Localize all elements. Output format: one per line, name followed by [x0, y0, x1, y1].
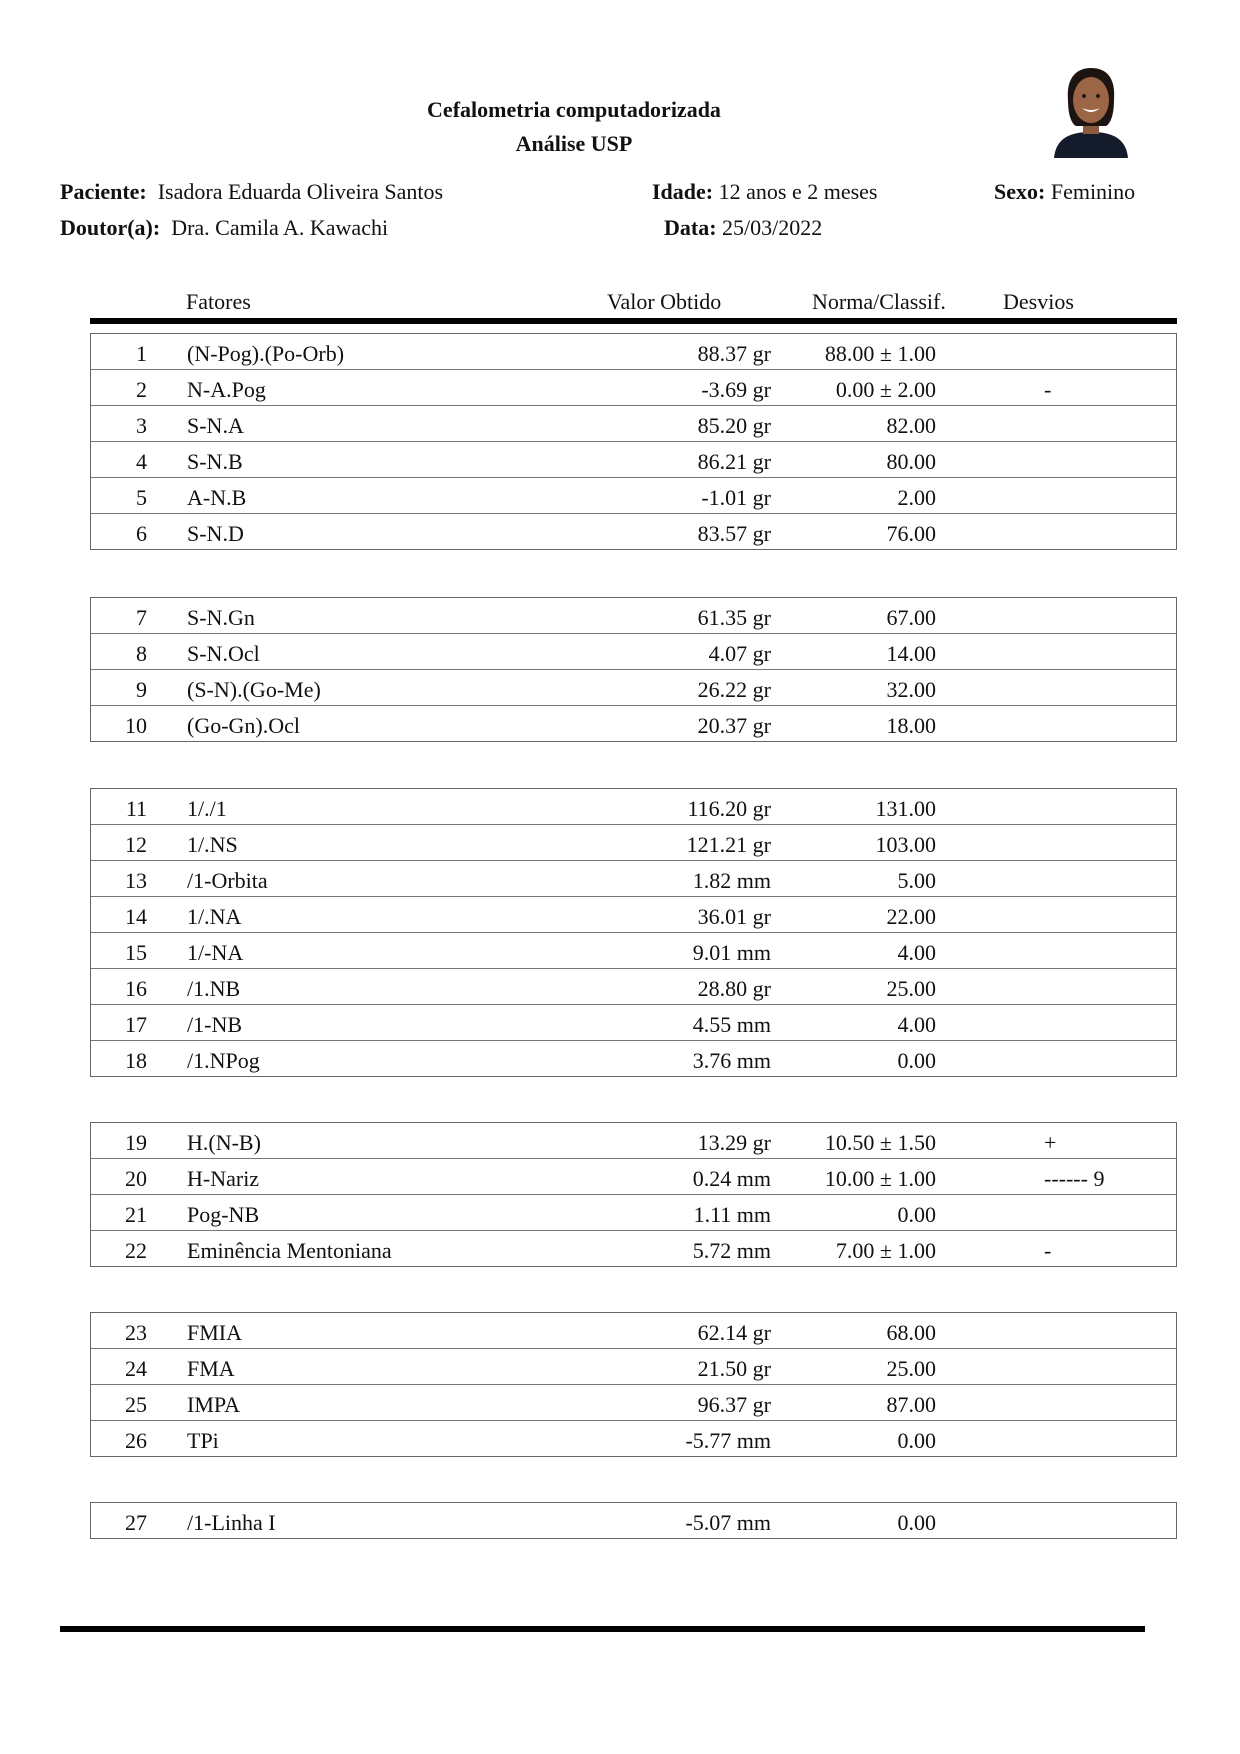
row-value: 5.72 mm — [692, 1238, 771, 1263]
row-factor: (S-N).(Go-Me) — [187, 677, 321, 702]
table-row — [91, 1123, 1176, 1159]
table-row — [91, 897, 1176, 933]
doctor-name: Doutor(a): Dra. Camila A. Kawachi — [60, 215, 389, 240]
row-norm: 25.00 — [886, 1356, 936, 1381]
row-value: 0.24 mm — [692, 1166, 771, 1191]
row-norm: 103.00 — [875, 832, 936, 857]
table-row — [91, 634, 1176, 670]
row-value: -5.07 mm — [685, 1510, 771, 1535]
row-value: 21.50 gr — [697, 1356, 771, 1381]
row-value: 121.21 gr — [686, 832, 771, 857]
row-value: -1.01 gr — [701, 485, 771, 510]
row-norm: 131.00 — [875, 796, 936, 821]
table-row — [91, 1231, 1176, 1266]
table-row — [91, 1385, 1176, 1421]
row-value: 86.21 gr — [697, 449, 771, 474]
row-deviation: ------ 9 — [1044, 1166, 1105, 1191]
row-value: 62.14 gr — [697, 1320, 771, 1345]
table-row — [91, 1503, 1176, 1538]
row-number: 26 — [125, 1428, 147, 1453]
row-factor: S-N.Ocl — [187, 641, 260, 666]
row-number: 9 — [136, 677, 147, 702]
row-norm: 76.00 — [886, 521, 936, 546]
row-factor: 1/-NA — [187, 940, 244, 965]
row-norm: 0.00 — [897, 1048, 936, 1073]
row-factor: H-Nariz — [187, 1166, 260, 1191]
row-factor: Pog-NB — [187, 1202, 260, 1227]
row-number: 17 — [125, 1012, 147, 1037]
row-norm: 4.00 — [897, 1012, 936, 1037]
row-factor: 1/.NA — [187, 904, 242, 929]
row-factor: /1-Linha I — [187, 1510, 276, 1535]
row-number: 7 — [136, 605, 147, 630]
row-norm: 5.00 — [897, 868, 936, 893]
table-row — [91, 1195, 1176, 1231]
table-row — [91, 514, 1176, 549]
row-number: 23 — [125, 1320, 147, 1345]
table-row — [91, 598, 1176, 634]
row-value: 28.80 gr — [697, 976, 771, 1001]
row-norm: 82.00 — [886, 413, 936, 438]
table-row — [91, 1159, 1176, 1195]
row-value: 26.22 gr — [697, 677, 771, 702]
row-factor: FMA — [187, 1356, 235, 1381]
table-row — [91, 442, 1176, 478]
row-value: 83.57 gr — [697, 521, 771, 546]
column-header-fatores: Fatores — [186, 289, 251, 314]
table-group — [90, 1122, 1177, 1267]
row-value: 116.20 gr — [687, 796, 771, 821]
row-factor: TPi — [187, 1428, 219, 1453]
table-row — [91, 334, 1176, 370]
row-value: 36.01 gr — [697, 904, 771, 929]
row-number: 25 — [125, 1392, 147, 1417]
row-number: 15 — [125, 940, 147, 965]
row-number: 19 — [125, 1130, 147, 1155]
row-value: 13.29 gr — [697, 1130, 771, 1155]
row-factor: S-N.D — [187, 521, 244, 546]
table-row — [91, 670, 1176, 706]
row-number: 2 — [136, 377, 147, 402]
row-value: 3.76 mm — [692, 1048, 771, 1073]
row-norm: 18.00 — [886, 713, 936, 738]
document-subtitle: Análise USP — [515, 131, 633, 156]
row-value: 61.35 gr — [697, 605, 771, 630]
row-number: 5 — [136, 485, 147, 510]
row-number: 16 — [125, 976, 147, 1001]
row-number: 24 — [125, 1356, 147, 1381]
row-factor: /1-NB — [187, 1012, 242, 1037]
row-value: 88.37 gr — [697, 341, 771, 366]
table-group — [90, 597, 1177, 742]
row-norm: 22.00 — [886, 904, 936, 929]
row-deviation: - — [1044, 377, 1052, 402]
row-factor: Eminência Mentoniana — [187, 1238, 392, 1263]
column-header-norma: Norma/Classif. — [812, 289, 946, 314]
table-row — [91, 706, 1176, 741]
row-number: 1 — [136, 341, 147, 366]
row-factor: /1-Orbita — [187, 868, 268, 893]
row-norm: 80.00 — [886, 449, 936, 474]
footer-divider — [60, 1626, 1145, 1632]
table-group — [90, 788, 1177, 1077]
row-norm: 2.00 — [897, 485, 936, 510]
row-factor: A-N.B — [187, 485, 247, 510]
row-number: 14 — [125, 904, 147, 929]
table-row — [91, 861, 1176, 897]
row-value: 1.11 mm — [693, 1202, 771, 1227]
row-number: 27 — [125, 1510, 147, 1535]
row-factor: N-A.Pog — [187, 377, 266, 402]
row-norm: 10.50 ± 1.50 — [824, 1130, 936, 1155]
row-number: 11 — [125, 796, 147, 821]
row-norm: 25.00 — [886, 976, 936, 1001]
row-norm: 14.00 — [886, 641, 936, 666]
table-row — [91, 1349, 1176, 1385]
table-row — [91, 1005, 1176, 1041]
table-row — [91, 1313, 1176, 1349]
table-row — [91, 478, 1176, 514]
row-norm: 67.00 — [886, 605, 936, 630]
row-factor: 1/./1 — [187, 796, 227, 821]
patient-photo — [1052, 64, 1130, 158]
row-number: 6 — [136, 521, 147, 546]
row-norm: 4.00 — [897, 940, 936, 965]
row-deviation: + — [1044, 1130, 1057, 1155]
row-number: 4 — [136, 449, 147, 474]
row-number: 12 — [125, 832, 147, 857]
row-value: -3.69 gr — [701, 377, 771, 402]
row-number: 18 — [125, 1048, 147, 1073]
row-value: 1.82 mm — [692, 868, 771, 893]
row-number: 13 — [125, 868, 147, 893]
table-row — [91, 370, 1176, 406]
row-number: 3 — [136, 413, 147, 438]
row-factor: S-N.A — [187, 413, 244, 438]
table-group — [90, 1502, 1177, 1539]
row-deviation: - — [1044, 1238, 1052, 1263]
row-value: -5.77 mm — [685, 1428, 771, 1453]
table-group — [90, 1312, 1177, 1457]
column-header-valor: Valor Obtido — [607, 289, 722, 314]
row-number: 22 — [125, 1238, 147, 1263]
table-row — [91, 969, 1176, 1005]
row-value: 4.07 gr — [708, 641, 771, 666]
row-factor: S-N.B — [187, 449, 243, 474]
column-header-desvios: Desvios — [1003, 289, 1074, 314]
table-row — [91, 406, 1176, 442]
row-norm: 7.00 ± 1.00 — [835, 1238, 936, 1263]
row-factor: FMIA — [187, 1320, 243, 1345]
patient-sex: Sexo: Feminino — [994, 179, 1136, 204]
row-factor: 1/.NS — [187, 832, 238, 857]
row-norm: 88.00 ± 1.00 — [824, 341, 936, 366]
table-row — [91, 933, 1176, 969]
row-factor: /1.NB — [187, 976, 241, 1001]
header-divider — [90, 318, 1177, 324]
row-value: 85.20 gr — [697, 413, 771, 438]
table-row — [91, 1421, 1176, 1456]
exam-date: Data: 25/03/2022 — [664, 215, 823, 240]
row-factor: S-N.Gn — [187, 605, 255, 630]
document-title: Cefalometria computadorizada — [427, 97, 721, 122]
row-factor: /1.NPog — [187, 1048, 260, 1073]
row-number: 8 — [136, 641, 147, 666]
row-value: 20.37 gr — [697, 713, 771, 738]
row-norm: 32.00 — [886, 677, 936, 702]
row-norm: 0.00 — [897, 1202, 936, 1227]
row-value: 96.37 gr — [697, 1392, 771, 1417]
row-factor: IMPA — [187, 1392, 240, 1417]
patient-age: Idade: 12 anos e 2 meses — [652, 179, 878, 204]
row-value: 9.01 mm — [692, 940, 771, 965]
patient-name: Paciente: Isadora Eduarda Oliveira Santos — [60, 179, 444, 204]
row-number: 21 — [125, 1202, 147, 1227]
row-factor: H.(N-B) — [187, 1130, 261, 1155]
row-number: 10 — [125, 713, 147, 738]
row-factor: (N-Pog).(Po-Orb) — [187, 341, 345, 366]
table-row — [91, 789, 1176, 825]
table-row — [91, 1041, 1176, 1076]
table-group — [90, 333, 1177, 550]
row-number: 20 — [125, 1166, 147, 1191]
row-norm: 87.00 — [886, 1392, 936, 1417]
row-norm: 0.00 — [897, 1428, 936, 1453]
row-factor: (Go-Gn).Ocl — [187, 713, 301, 738]
row-norm: 0.00 — [897, 1510, 936, 1535]
table-row — [91, 825, 1176, 861]
row-norm: 10.00 ± 1.00 — [824, 1166, 936, 1191]
row-norm: 68.00 — [886, 1320, 936, 1345]
row-value: 4.55 mm — [692, 1012, 771, 1037]
row-norm: 0.00 ± 2.00 — [835, 377, 936, 402]
